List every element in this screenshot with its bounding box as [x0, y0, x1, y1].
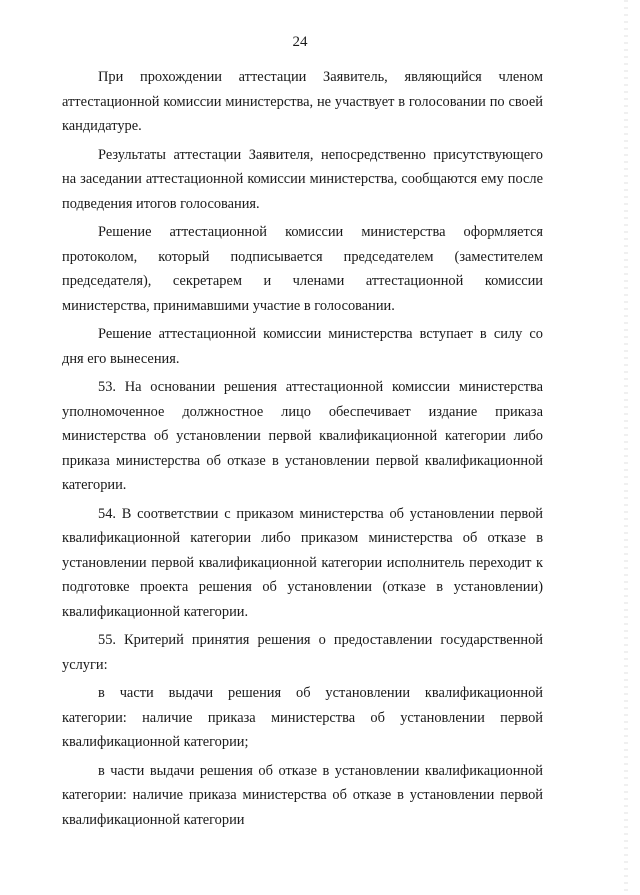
paragraph-item-53: 53. На основании решения аттестационной комиссии министерства уполномоченное должностное лицо обеспечивает издание приказа министерства об установлении первой квалификационной категории либо приказа министерства об отказе в установлении первой квалификационной категории.	[62, 379, 543, 493]
scan-edge-mark	[624, 0, 628, 895]
document-body	[62, 65, 543, 836]
paragraph-criterion-approval: в части выдачи решения об установлении квалификационной категории: наличие приказа министерства об установлении первой квалификационной категории;	[62, 685, 543, 750]
page-number: 24	[292, 34, 308, 50]
paragraph-member-voting: При прохождении аттестации Заявитель, являющийся членом аттестационной комиссии министерства, не участвует в голосовании по своей кандидатуре.	[62, 69, 543, 134]
paragraph-criterion-refusal: в части выдачи решения об отказе в установлении квалификационной категории: наличие приказа министерства об отказе в установлении первой квалификационной категории	[62, 762, 543, 828]
paragraph-item-54: 54. В соответствии с приказом министерства об установлении первой квалификационной категории либо приказом министерства об отказе в установлении первой квалификационной категории исполнитель переходит к подготовке проекта решения об установлении (отказе в установлении) квалификационной категории.	[62, 505, 543, 620]
paragraph-results-announcement: Результаты аттестации Заявителя, непосредственно присутствующего на заседании аттестационной комиссии министерства, сообщаются ему после подведения итогов голосования.	[62, 146, 543, 212]
paragraph-decision-protocol: Решение аттестационной комиссии министерства оформляется протоколом, который подписывается председателем (заместителем председателя), секретарем и членами аттестационной комиссии министерства, принимавшими участие в голосовании.	[62, 224, 543, 314]
paragraph-item-55: 55. Критерий принятия решения о предоставлении государственной услуги:	[62, 632, 543, 673]
paragraph-decision-effective: Решение аттестационной комиссии министерства вступает в силу со дня его вынесения.	[62, 326, 543, 367]
